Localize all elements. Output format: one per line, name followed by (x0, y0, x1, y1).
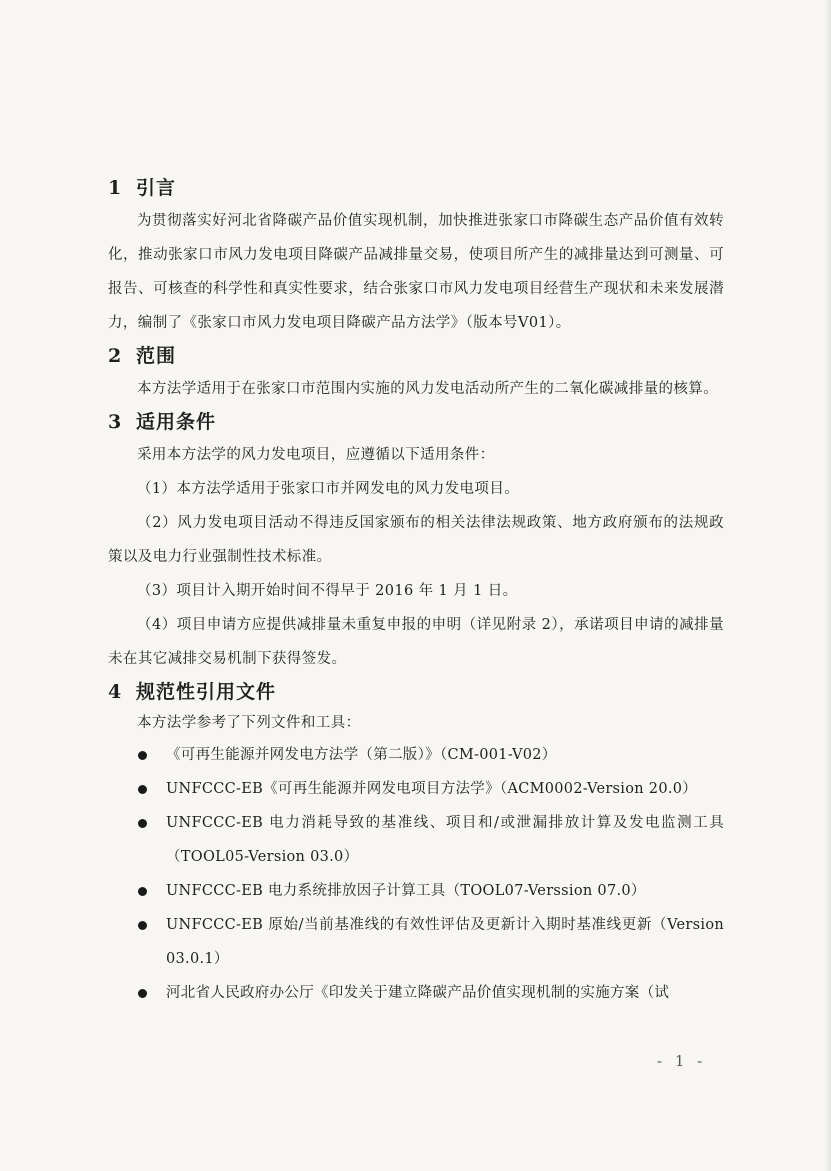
reference-item (108, 976, 724, 1010)
reference-text: UNFCCC-EB 电力消耗导致的基准线、项目和/或泄漏排放计算及发电监测工具（TOOL05-Version 03.0） (166, 815, 724, 865)
scope-paragraph: 本方法学适用于在张家口市范围内实施的风力发电活动所产生的二氧化碳减排量的核算。 (137, 381, 719, 397)
reference-item (108, 738, 724, 772)
bullet-icon (138, 785, 147, 794)
section-title: 引言 (136, 177, 177, 199)
reference-item (108, 772, 724, 806)
section-number: 1 (108, 177, 123, 199)
bullet-icon (138, 887, 147, 896)
bullet-icon (138, 989, 147, 998)
reference-item (108, 874, 724, 908)
bullet-icon (138, 751, 147, 760)
reference-text: UNFCCC-EB 原始/当前基准线的有效性评估及更新计入期时基准线更新（Version 03.0.1） (166, 917, 724, 967)
section-title: 适用条件 (136, 411, 217, 433)
reference-item (108, 908, 724, 976)
reference-text: 河北省人民政府办公厅《印发关于建立降碳产品价值实现机制的实施方案（试 (166, 985, 670, 1001)
scan-edge-shadow (825, 0, 831, 1171)
section-heading-references (108, 676, 724, 708)
section-title: 范围 (136, 345, 177, 367)
condition-item: （3）项目计入期开始时间不得早于 2016 年 1 月 1 日。 (137, 583, 518, 599)
section-number: 4 (108, 681, 123, 703)
page-number: - 1 - (657, 1052, 707, 1070)
section-number: 3 (108, 411, 123, 433)
bullet-icon (138, 921, 147, 930)
reference-list (108, 738, 724, 1010)
conditions-intro: 采用本方法学的风力发电项目，应遵循以下适用条件： (137, 447, 495, 463)
section-heading-introduction (108, 172, 724, 204)
condition-item: （4）项目申请方应提供减排量未重复申报的申明（详见附录 2），承诺项目申请的减排量未在其它减排交易机制下获得签发。 (108, 617, 724, 667)
section-heading-scope (108, 340, 724, 372)
section-heading-conditions (108, 406, 724, 438)
section-number: 2 (108, 345, 123, 367)
reference-text: 《可再生能源并网发电方法学（第二版）》（CM-001-V02） (166, 747, 557, 763)
bullet-icon (138, 819, 147, 828)
reference-text: UNFCCC-EB 电力系统排放因子计算工具（TOOL07-Verssion 07.0） (166, 883, 646, 899)
references-intro: 本方法学参考了下列文件和工具： (137, 715, 361, 731)
section-title: 规范性引用文件 (136, 681, 277, 703)
condition-item: （1）本方法学适用于张家口市并网发电的风力发电项目。 (137, 481, 520, 497)
reference-item (108, 806, 724, 874)
condition-item: （2）风力发电项目活动不得违反国家颁布的相关法律法规政策、地方政府颁布的法规政策以及电力行业强制性技术标准。 (108, 515, 724, 565)
document-body (108, 170, 724, 1010)
reference-text: UNFCCC-EB《可再生能源并网发电项目方法学》（ACM0002-Version 20.0） (166, 781, 698, 797)
introduction-paragraph: 为贯彻落实好河北省降碳产品价值实现机制，加快推进张家口市降碳生态产品价值有效转化，推动张家口市风力发电项目降碳产品减排量交易，使项目所产生的减排量达到可测量、可报告、可核查的科学性和真实性要求，结合张家口市风力发电项目经营生产现状和未来发展潜力，编制了《张家口市风力发电项目降碳产品方法学》（版本号V01）。 (108, 213, 724, 331)
